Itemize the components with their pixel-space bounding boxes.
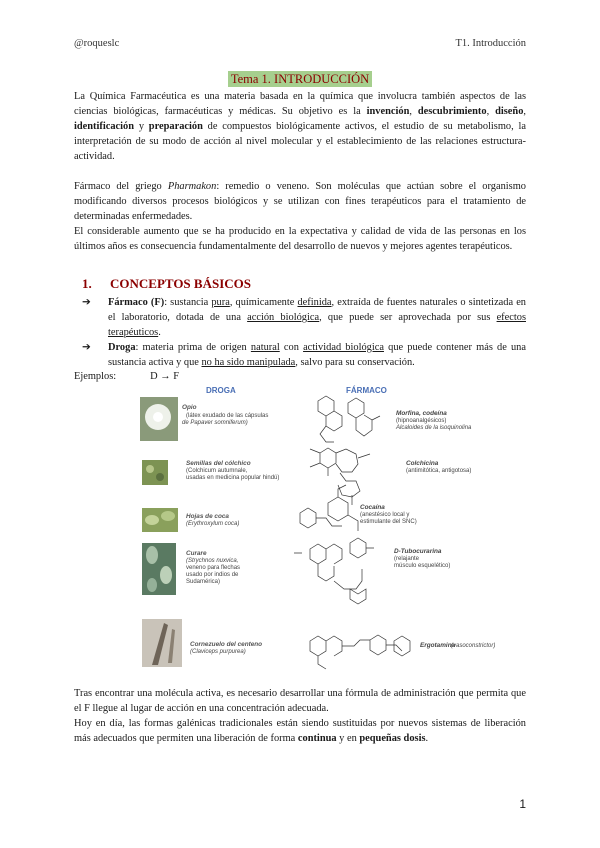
bullet-farmaco-text [108,295,526,340]
liberacion-text-1: Hoy en día, las formas galénicas tradicionales están siendo sustituidas por nuevos sistemas de liberación más adecuados que permiten una liberación de forma [74,718,526,745]
bd-u1: natural [250,342,280,353]
tubocurarina-name: D-Tubocurarina [394,548,442,555]
intro-sep-2: , [486,106,496,118]
morfina-structure [318,396,380,442]
intro-paragraph [74,89,526,164]
bf-t4: , que puede ser aprovechada por sus [319,312,497,324]
farmaco-text-2: : remedio o veneno. Son moléculas que actúan sobre el organismo modificando diversos procesos biológicos y se utilizan con fines terapéuticos para el tratamiento de determinadas enfermedades. [74,181,526,223]
intro-text-1: La Química Farmacéutica es una materia basada en la química que involucra también aspectos de las ciencias biológicas, farmacéuticas y médicas. Su objetivo es la [74,91,526,118]
kw-pequenas-dosis: pequeñas dosis [359,733,426,745]
morfina-name: Morfina, codeína [396,410,447,417]
page-number: 1 [519,797,526,811]
liberacion-text-2: y en [336,733,360,745]
bf-u4: efectos terapéuticos [108,312,526,339]
intro-sep-1: , [409,106,418,118]
bf-u2: definida [297,297,332,308]
intro-text-2: de compuestos biológicamente activos, el estudio de su metabolismo, la interpretación de su modo de acción al nivel molecular y el establecimiento de las relaciones estructura-actividad. [74,121,526,163]
ejemplos-relation: D → F [150,371,180,382]
kw-preparacion: preparación [148,121,203,133]
section-number: 1. [82,276,92,291]
bf-t2: , químicamente [229,297,298,308]
curare-desc-2: veneno para flechas [186,565,241,571]
arrow-bullet-icon: ➔ [82,342,91,353]
cocaina-structure [300,485,358,531]
ejemplos-line [74,371,179,382]
term-droga: Droga [108,342,136,353]
opio-name: Opio [182,404,197,411]
cocaina-desc-1: (anestésico local y [360,512,410,518]
opio-desc-2: de Papaver somniferum) [182,420,248,426]
curare-leaf-3 [147,578,157,592]
bd-u3: no ha sido manipulada [201,357,296,369]
droga-farmaco-figure [138,383,510,678]
row-curare [142,538,450,604]
curare-leaf [146,546,158,564]
bf-t1: : sustancia [164,297,212,308]
liberacion-text-3: . [425,733,429,745]
title-block [0,70,600,88]
formulacion-paragraph: Tras encontrar una molécula activa, es necesario desarrollar una fórmula de administración que permita que el F llegue al lugar de acción en una concentración adecuada. [74,688,526,715]
bullet-farmaco [82,295,526,340]
colchico-name: Semillas del cólchico [186,460,251,467]
ergotamina-structure [310,635,410,669]
bf-u1: pura [211,297,230,308]
row-opio [140,396,472,442]
curare-desc-4: Sudamérica) [186,579,221,585]
coca-leaf [145,515,159,525]
coca-desc-1: (Erythroxylum coca) [186,521,240,527]
bd-t1: : materia prima de origen [135,342,251,353]
farmaco-definition-paragraph [74,179,526,224]
bd-t4: , salvo para su conservación. [295,357,415,369]
header-author: @roqueslc [74,38,120,49]
header-chapter: T1. Introducción [455,38,526,49]
tubocurarina-structure [294,538,374,604]
morfina-desc-2: Alcaloides de la isoquinolina [396,425,472,431]
intro-sep-3: , [523,106,526,118]
kw-diseno: diseño [495,106,524,118]
row-coca [142,485,417,532]
section-heading [82,276,251,292]
col-farmaco-header: FÁRMACO [346,386,387,395]
bd-u2: actividad biológica [303,342,384,353]
cocaina-name: Cocaína [360,504,385,511]
colchico-photo [142,460,168,485]
bd-t2: con [279,342,304,353]
col-droga-header: DROGA [206,386,236,395]
cornezuelo-desc-1: (Claviceps purpurea) [190,649,246,655]
morfina-desc-1: (hipnoanalgésicos) [396,418,447,424]
pharmakon-term: Pharmakon [167,181,217,192]
kw-continua: continua [297,733,337,745]
ejemplos-label: Ejemplos: [74,371,117,382]
curare-desc-1: (Strychnos nuxvica, [186,558,239,564]
colchicina-name: Colchicina [406,460,439,467]
coca-name: Hojas de coca [186,513,229,520]
bullet-droga-text [108,340,526,370]
row-cornezuelo [142,619,495,669]
kw-identificacion: identificación [74,121,135,133]
bf-u3: acción biológica [247,312,320,324]
cocaina-desc-2: estimulante del SNC) [360,519,417,525]
ergotamina-name: Ergotamina [420,642,456,649]
colchico-seed [146,465,154,473]
bf-t5: . [158,327,161,339]
row-colchico [142,448,471,505]
section-title: CONCEPTOS BÁSICOS [110,276,251,291]
ergotamina-desc-1: (vasoconstrictor) [451,643,496,649]
colchico-desc-2: usadas en medicina popular hindú) [186,475,280,481]
bd-t3: que puede contener más de una sustancia activa y que [108,342,526,369]
term-farmaco: Fármaco (F) [108,297,165,308]
bf-t3: , extraída de fuentes naturales o sintetizada en el laboratorio, dotada de una [108,297,527,324]
coca-leaf-2 [161,511,175,521]
liberacion-paragraph [74,716,526,746]
page-title: Tema 1. INTRODUCCIÓN [228,71,372,87]
curare-leaf-2 [160,566,172,584]
aumento-paragraph: El considerable aumento que se ha producido en la expectativa y calidad de vida de las personas en los últimos años es consecuencia fundamentalmente del desarrollo de nuevos y mejores agentes terapéuticos. [74,226,526,253]
bullet-droga [82,340,526,370]
tubocurarina-desc-2: músculo esquelético) [394,563,451,569]
colchicina-desc-1: (antimitótica, antigotosa) [406,468,472,474]
curare-desc-3: usado por indios de [186,572,239,578]
colchico-desc-1: (Colchicum autumnale, [186,468,248,474]
opio-latex-drop [153,412,163,422]
intro-sep-4: y [134,121,149,133]
kw-invencion: invención [366,106,410,118]
arrow-bullet-icon: ➔ [82,297,91,308]
cornezuelo-name: Cornezuelo del centeno [190,641,263,648]
kw-descubrimiento: descubrimiento [417,106,487,118]
farmaco-text-1: Fármaco del griego [74,181,168,192]
tubocurarina-desc-1: (relajante [394,556,420,562]
opio-desc-1: (látex exudado de las cápsulas [186,413,269,419]
colchico-seed-2 [156,473,164,481]
curare-name: Curare [186,550,207,557]
colchicina-structure [310,448,370,505]
